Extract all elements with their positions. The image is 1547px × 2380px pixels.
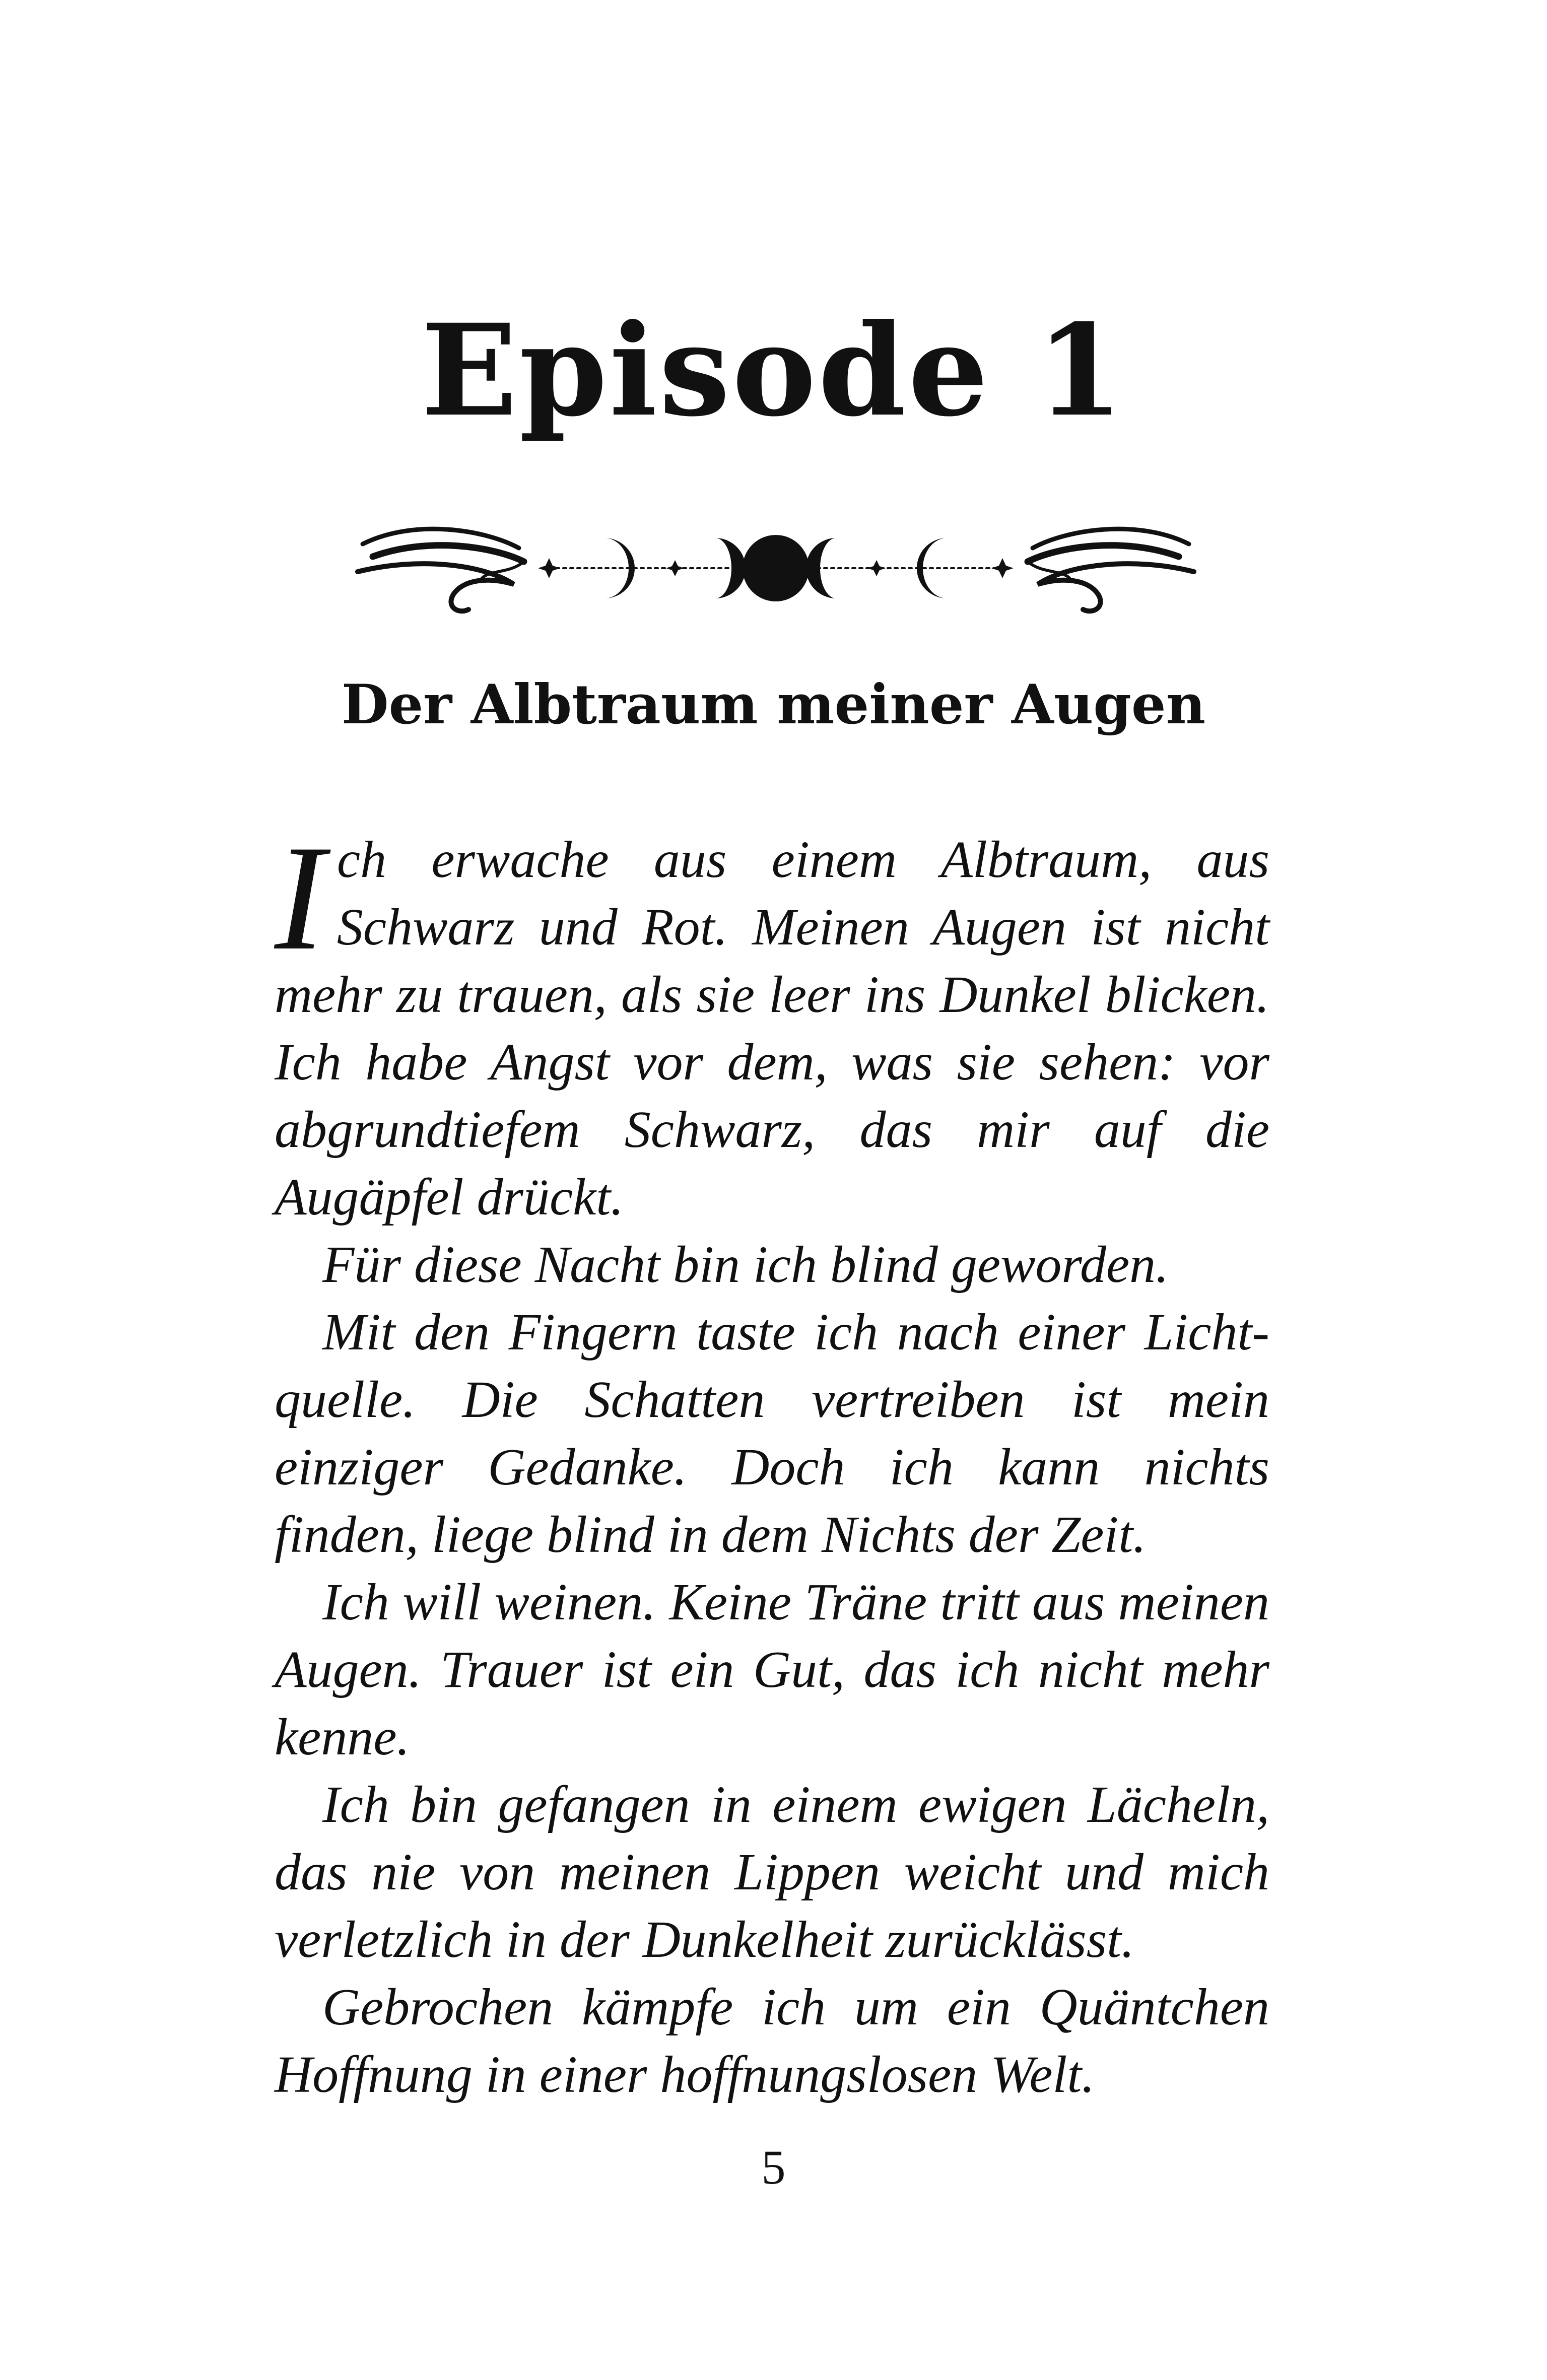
chapter-subtitle: Der Albtraum meiner Augen — [341, 673, 1206, 736]
moon-phases-flourish-icon — [353, 509, 1199, 625]
paragraph: Für diese Nacht bin ich blind geworden. — [322, 1236, 1169, 1294]
chapter-title: Episode 1 — [421, 296, 1126, 444]
paragraph: Ich will weinen. Keine Träne tritt aus meinen Augen. Trauer ist ein Gut, das ich nicht mehr kenne. — [275, 1573, 1269, 1766]
page-number: 5 — [761, 2140, 786, 2194]
paragraph: Mit den Fingern taste ich nach einer Lichtquelle. Die Schatten vertreiben ist mein einziger Gedanke. Doch ich kann nichts finden, liege blind in dem Nichts der Zeit. — [275, 1303, 1269, 1563]
drop-cap: I — [275, 814, 325, 981]
paragraph: Ich bin gefangen in einem ewigen Lächeln, das nie von meinen Lippen weicht und mich verletzlich in der Dunkelheit zurücklässt. — [275, 1776, 1269, 1968]
body-text — [275, 814, 1269, 2109]
paragraph — [275, 814, 1269, 1231]
paragraph: Gebrochen kämpfe ich um ein Quäntchen Hoffnung in einer hoffnungslosen Welt. — [275, 1978, 1269, 2103]
paragraph-text: ch erwache aus einem Albtraum, aus Schwarz und Rot. Meinen Augen ist nicht mehr zu trauen, als sie leer ins Dunkel blicken. Ich habe Angst vor dem, was sie sehen: vor abgrundtiefem Schwarz, das mir auf die Augäpfel drückt. — [275, 831, 1269, 1226]
